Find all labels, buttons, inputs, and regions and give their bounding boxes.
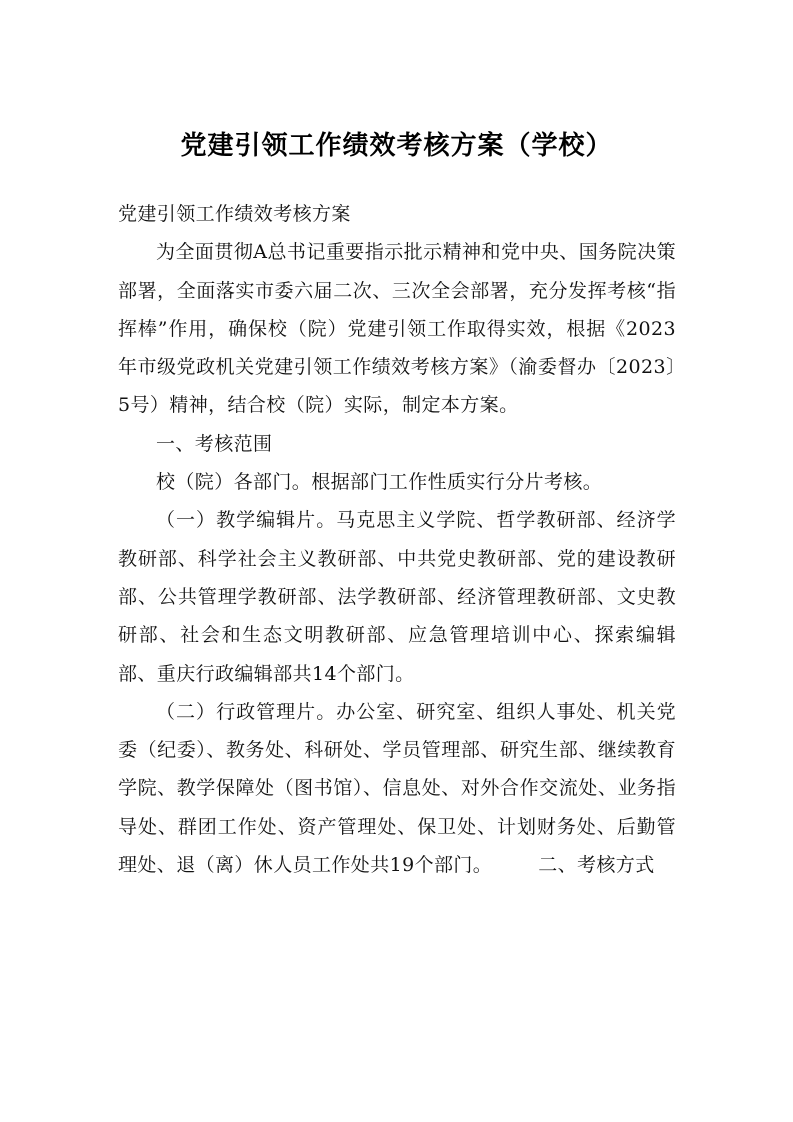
scope-paragraph: 校（院）各部门。根据部门工作性质实行分片考核。 [156,471,603,494]
document-subtitle: 党建引领工作绩效考核方案 [118,203,351,225]
intro-paragraph: 为全面贯彻A总书记重要指示批示精神和党中央、国务院决策部署，全面落实市委六届二次、三次全会部署，充分发挥考核“指挥棒”作用，确保校（院）党建引领工作取得实效，根据《2023年市级党政机关党建引领工作绩效考核方案》（渝委督办〔2023〕5号）精神，结合校（院）实际，制定本方案。 [118,241,676,417]
admin-group-text: （二）行政管理片。办公室、研究室、组织人事处、机关党委（纪委）、教务处、科研处、学员管理部、研究生部、继续教育学院、教学保障处（图书馆）、信息处、对外合作交流处、业务指导处、群团工作处、资产管理处、保卫处、计划财务处、后勤管理处、退（离）休人员工作处共19个部门。 [118,700,676,877]
section-heading-method: 二、考核方式 [538,854,655,877]
document-body [118,195,676,884]
section-heading-scope: 一、考核范围 [156,432,273,455]
document-title: 党建引领工作绩效考核方案（学校） [180,131,613,161]
admin-group-paragraph [118,693,676,884]
teaching-group-paragraph: （一）教学编辑片。马克思主义学院、哲学教研部、经济学教研部、科学社会主义教研部、中共党史教研部、党的建设教研部、公共管理学教研部、法学教研部、经济管理教研部、文史教研部、社会和生态文明教研部、应急管理培训中心、探索编辑部、重庆行政编辑部共14个部门。 [118,509,676,685]
